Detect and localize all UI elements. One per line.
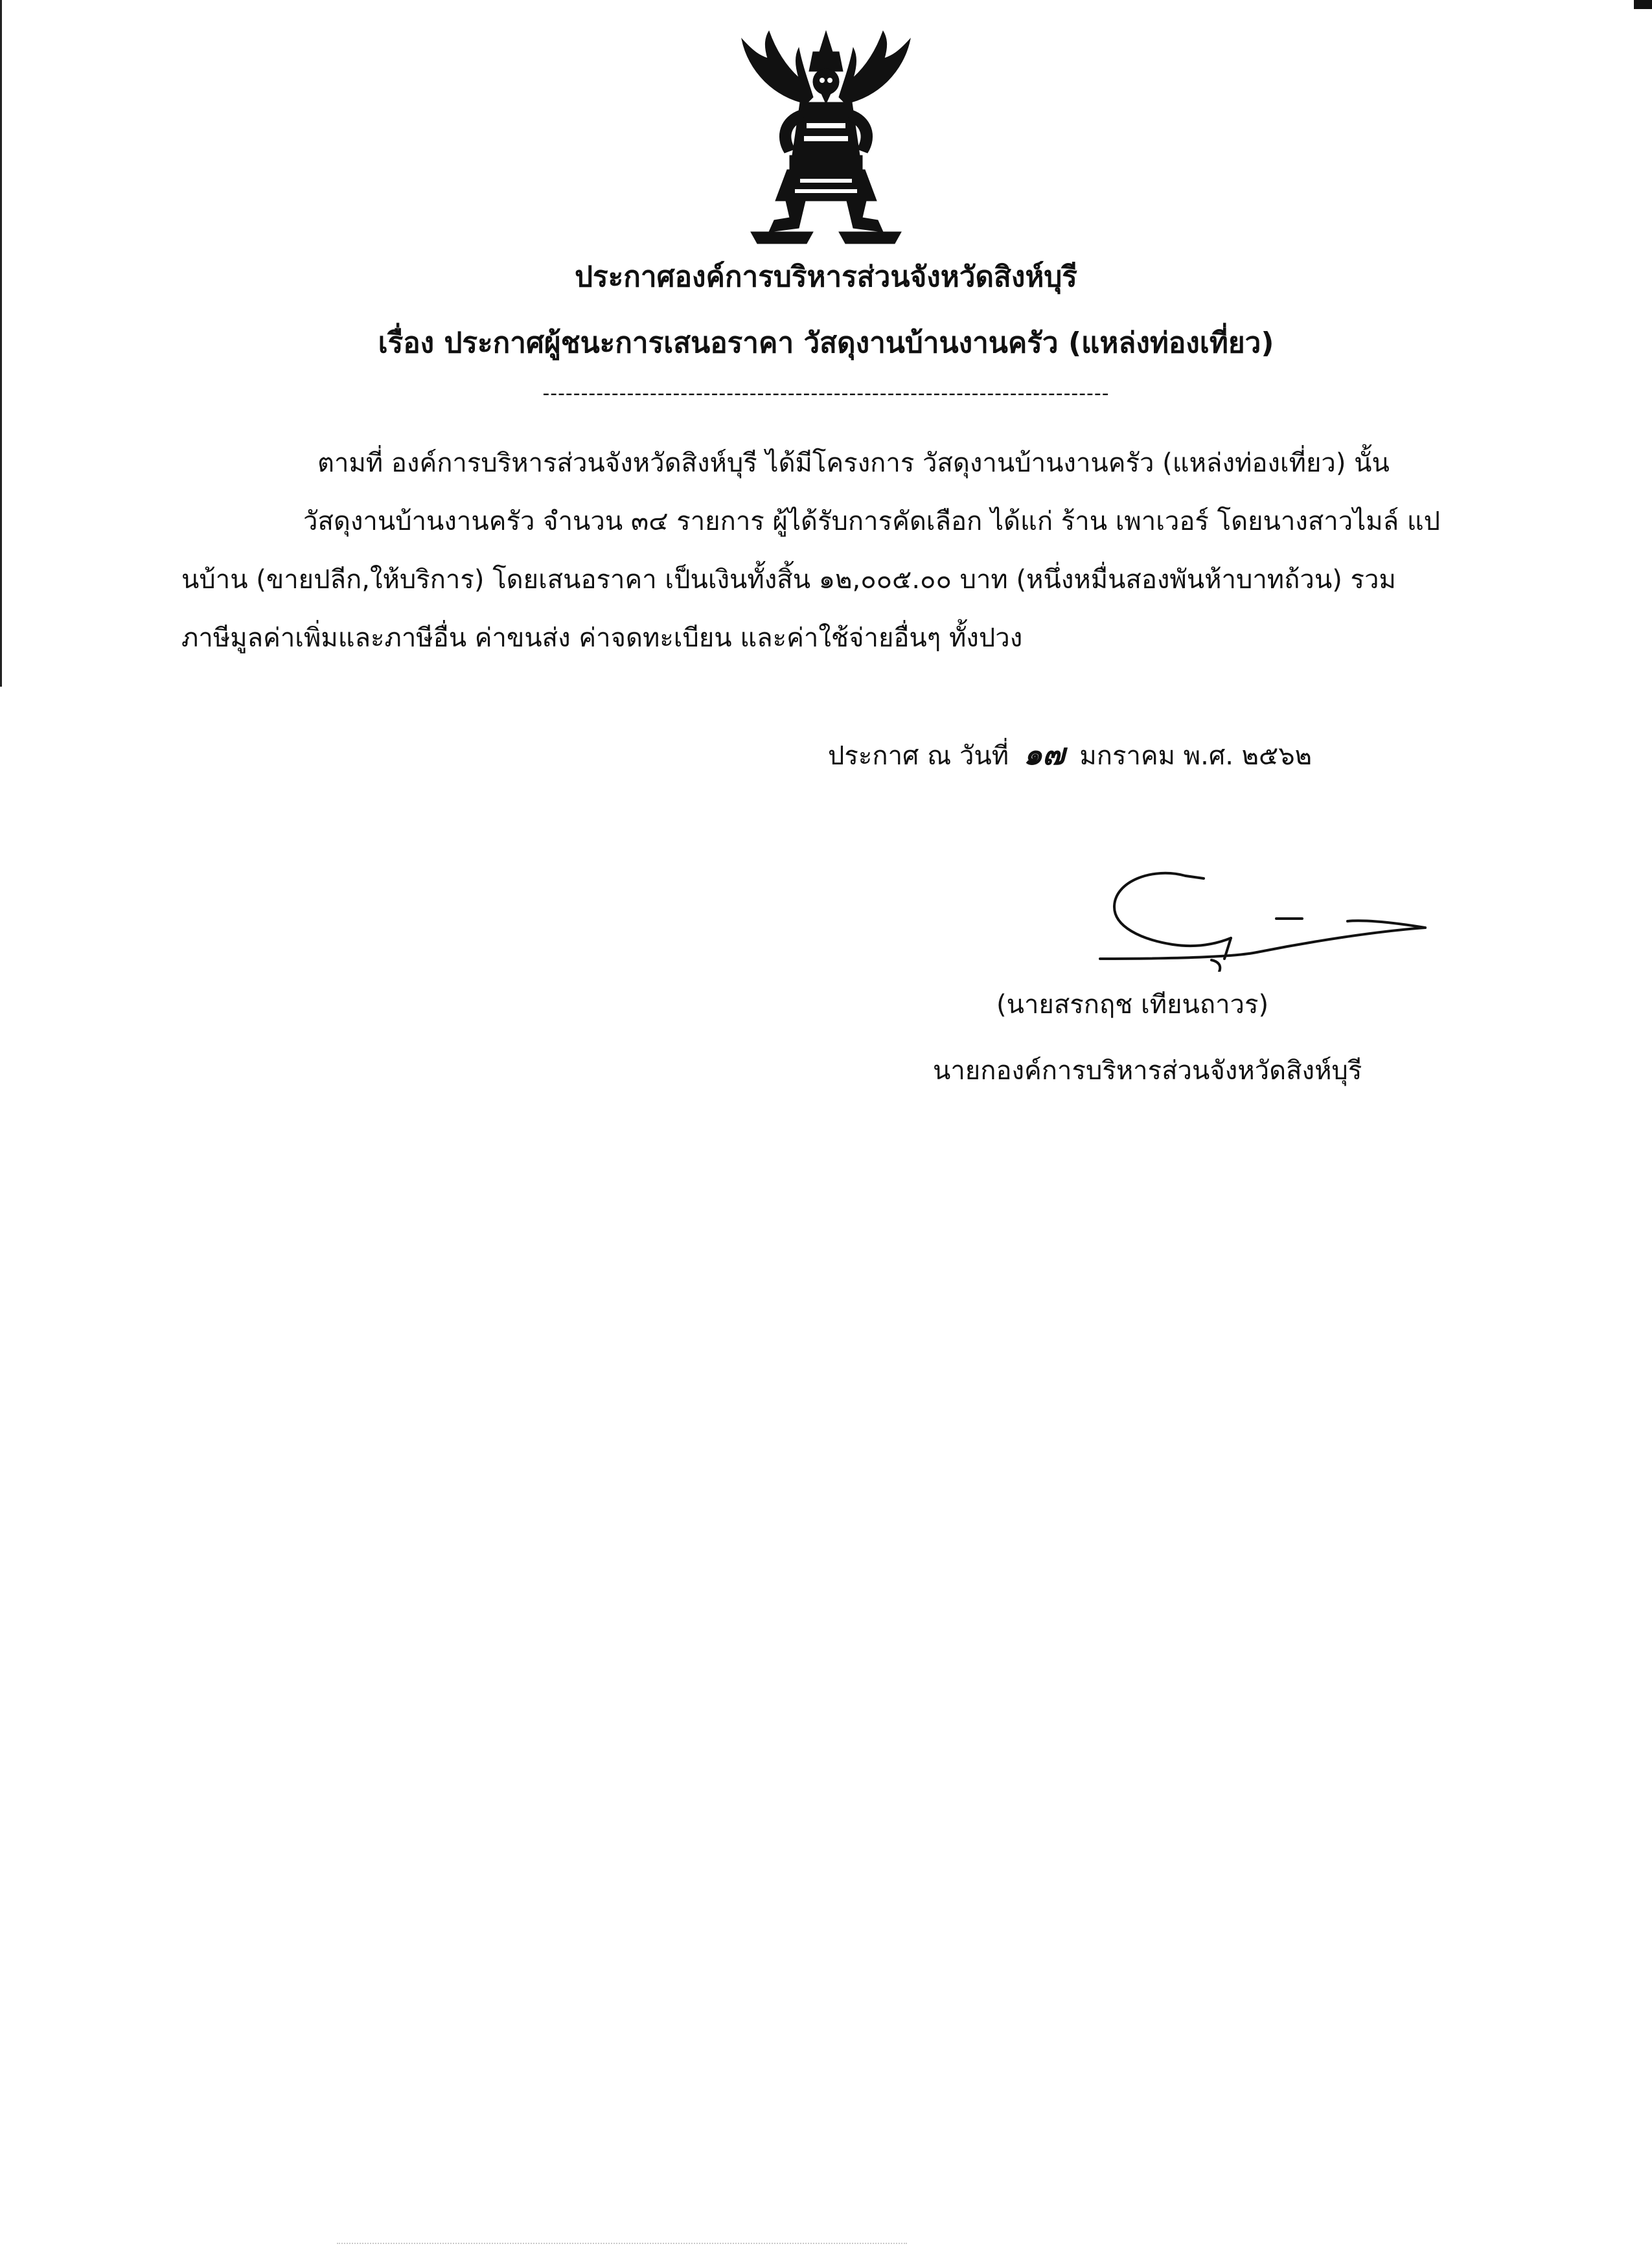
date-prefix: ประกาศ ณ วันที่ — [828, 741, 1009, 771]
body-line-1: ตามที่ องค์การบริหารส่วนจังหวัดสิงห์บุรี ได้มีโครงการ วัสดุงานบ้านงานครัว (แหล่งท่องเที่ยว) นั้น — [317, 448, 1390, 478]
scan-corner-mark — [1634, 0, 1652, 9]
body-line-3: นบ้าน (ขายปลีก,ให้บริการ) โดยเสนอราคา เป็นเงินทั้งสิ้น ๑๒,๐๐๕.๐๐ บาท (หนึ่งหมื่นสองพันห้าบาทถ้วน) รวม — [181, 565, 1396, 595]
date-day-handwritten: ๑๗ — [1023, 737, 1065, 772]
faint-scan-artifact — [337, 2243, 907, 2247]
document-title: ประกาศองค์การบริหารส่วนจังหวัดสิงห์บุรี — [575, 260, 1077, 293]
signatory-name: (นายสรกฤช เทียนถาวร) — [996, 990, 1269, 1020]
date-month-year: มกราคม พ.ศ. ๒๕๖๒ — [1079, 741, 1313, 771]
announcement-date — [828, 731, 1312, 778]
body-line-2: วัสดุงานบ้านงานครัว จำนวน ๓๔ รายการ ผู้ได้รับการคัดเลือก ได้แก่ ร้าน เพาเวอร์ โดยนางสาวไมล์ แป — [303, 507, 1441, 536]
body-line-4: ภาษีมูลค่าเพิ่มและภาษีอื่น ค่าขนส่ง ค่าจดทะเบียน และค่าใช้จ่ายอื่นๆ ทั้งปวง — [181, 623, 1023, 653]
signature — [1088, 862, 1438, 972]
header-divider: -------------------------------------------------------------------------- — [542, 382, 1110, 405]
document-subject: เรื่อง ประกาศผู้ชนะการเสนอราคา วัสดุงานบ้านงานครัว (แหล่งท่องเที่ยว) — [378, 326, 1274, 360]
garuda-emblem-icon — [722, 26, 930, 246]
signatory-position: นายกองค์การบริหารส่วนจังหวัดสิงห์บุรี — [933, 1056, 1362, 1086]
